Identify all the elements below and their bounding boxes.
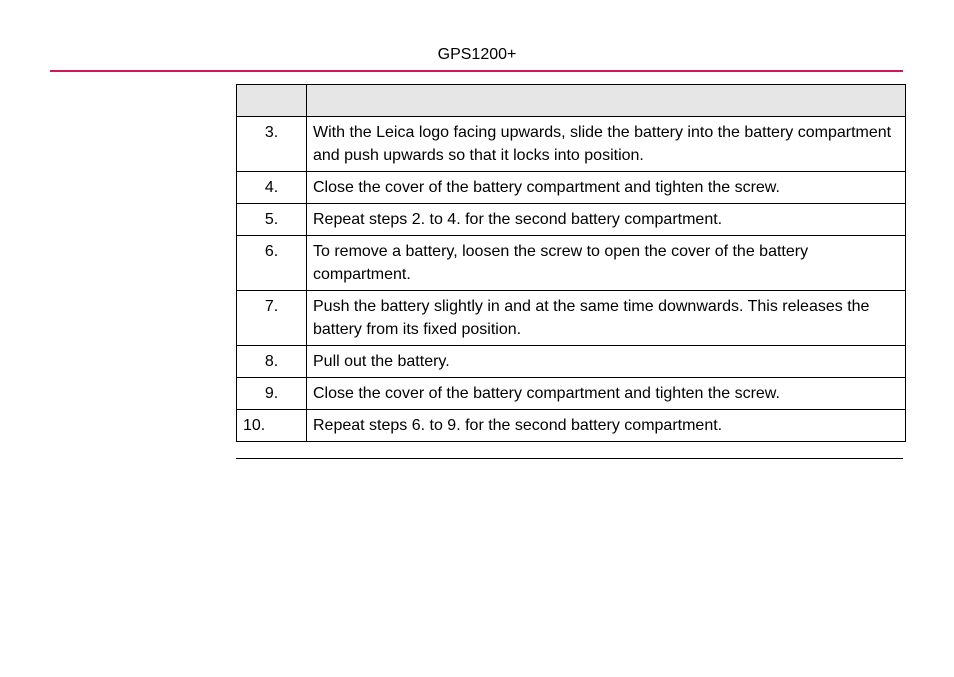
step-number: 8.	[237, 346, 307, 378]
table-header-cell-step	[237, 85, 307, 117]
step-number: 4.	[237, 172, 307, 204]
step-number: 3.	[237, 117, 307, 172]
step-number: 6.	[237, 236, 307, 291]
section-end-divider	[236, 458, 903, 459]
step-description: Close the cover of the battery compartment and tighten the screw.	[307, 172, 906, 204]
step-description: With the Leica logo facing upwards, slide the battery into the battery compartment and push upwards so that it locks into position.	[307, 117, 906, 172]
step-description: Push the battery slightly in and at the same time downwards. This releases the battery from its fixed position.	[307, 291, 906, 346]
step-number: 5.	[237, 204, 307, 236]
table-row	[237, 410, 906, 442]
table-header-cell-description	[307, 85, 906, 117]
step-number: 10.	[237, 410, 307, 442]
step-number: 7.	[237, 291, 307, 346]
table-row	[237, 291, 906, 346]
table-row	[237, 172, 906, 204]
step-number: 9.	[237, 378, 307, 410]
table-row	[237, 236, 906, 291]
step-description: Repeat steps 2. to 4. for the second battery compartment.	[307, 204, 906, 236]
steps-table	[236, 84, 906, 442]
table-row	[237, 204, 906, 236]
table-row	[237, 117, 906, 172]
header-divider	[50, 70, 903, 72]
step-description: To remove a battery, loosen the screw to open the cover of the battery compartment.	[307, 236, 906, 291]
step-description: Pull out the battery.	[307, 346, 906, 378]
step-description: Close the cover of the battery compartment and tighten the screw.	[307, 378, 906, 410]
page-header-title: GPS1200+	[437, 46, 517, 63]
step-description: Repeat steps 6. to 9. for the second battery compartment.	[307, 410, 906, 442]
table-row	[237, 378, 906, 410]
table-row	[237, 346, 906, 378]
table-header-row	[237, 85, 906, 117]
